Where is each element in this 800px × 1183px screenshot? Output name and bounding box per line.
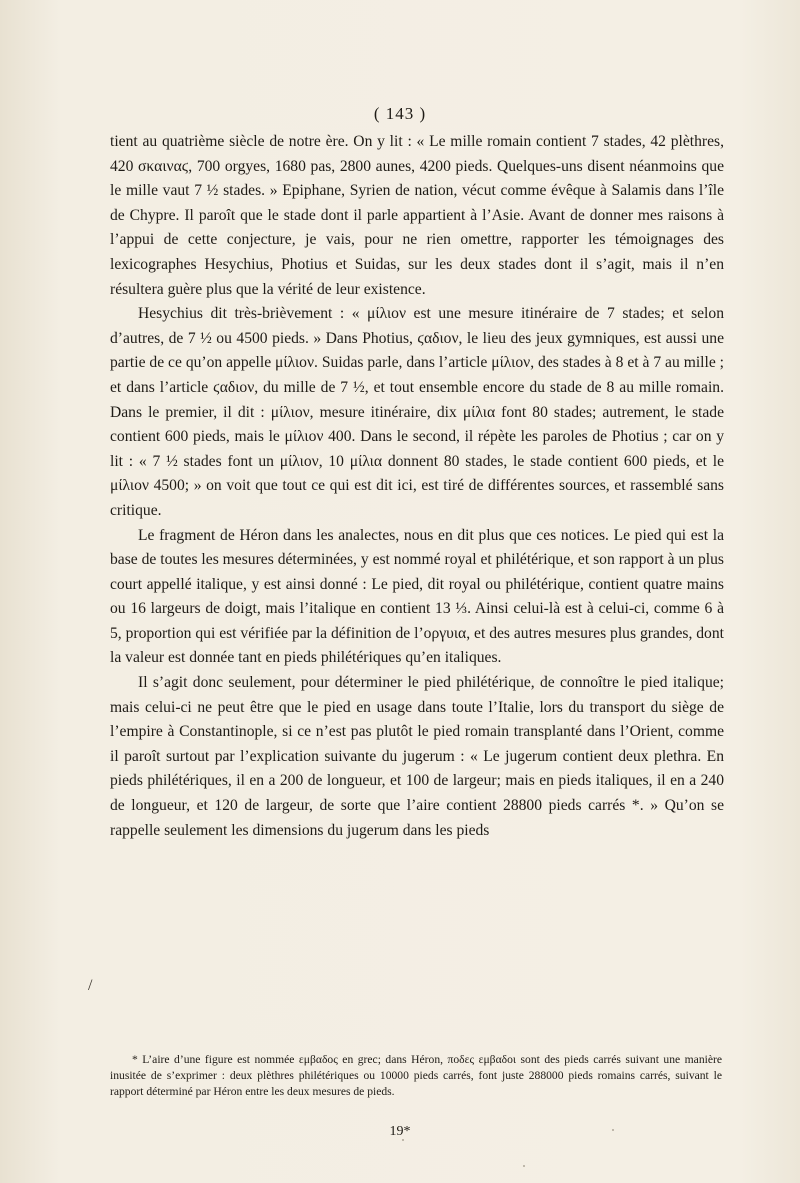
margin-mark: / (88, 977, 93, 994)
paper-speck (402, 1139, 404, 1141)
footnote: * L’aire d’une figure est nommée εμβαδος en grec; dans Héron, ποδες εμβαδοι sont des pieds carrés suivant une manière inusitée de s’exprimer : deux plèthres philétériques ou 10000 pieds carrés, font juste 288000 pieds romains carrés, suivant le rapport déterminé par Héron entre les deux mesures de pieds. (110, 1053, 722, 1098)
paragraph: Le fragment de Héron dans les analectes, nous en dit plus que ces notices. Le pied qui est la base de toutes les mesures déterminées, y est nommé royal et philétérique, et son rapport à un plus court appellé italique, y est ainsi donné : Le pied, dit royal ou philétérique, contient quatre mains ou 16 largeurs de doigt, mais l’italique en contient 13 ⅓. Ainsi celui-là est à celui-ci, comme 6 à 5, proportion qui est vérifiée par la définition de l’οργυια, et des autres mesures plus grandes, dont la valeur est donnée tant en pieds philétériques qu’en italiques. (110, 526, 724, 667)
paragraph: Il s’agit donc seulement, pour déterminer le pied philétérique, de connoître le pied italique; mais celui-ci ne peut être que le pied en usage dans toute l’Italie, lors du transport du siège de l’empire à Constantinople, si ce n’est pas plutôt le pied romain transplanté dans l’Orient, comme il paroît surtout par l’explication suivante du jugerum : « Le jugerum contient deux plethra. En pieds philétériques, il en a 200 de longueur, et 100 de largeur; mais en pieds italiques, il en a 240 de longueur, et 120 de largeur, de sorte que l’aire contient 28800 pieds carrés *. » Qu’on se rappelle seulement les dimensions du jugerum dans les pieds (110, 674, 724, 839)
paper-speck (612, 1129, 614, 1131)
paragraph: tient au quatrième siècle de notre ère. On y lit : « Le mille romain contient 7 stades, 42 plèthres, 420 σκαιναϛ, 700 orgyes, 1680 pas, 2800 aunes, 4200 pieds. Quelques-uns disent néanmoins que le mille vaut 7 ½ stades. » Epiphane, Syrien de nation, vécut comme évêque à Salamis dans l’île de Chypre. Il paroît que le stade dont il parle appartient à l’Asie. Avant de donner mes raisons à l’appui de cette conjecture, je vais, pour ne rien omettre, rapporter les témoignages des lexicographes Hesychius, Photius et Suidas, sur les deux stades dont il s’agit, mais il n’en résultera guère plus que la vérité de leur existence. (110, 133, 724, 298)
paper-speck (523, 1165, 525, 1167)
signature-mark: 19* (389, 1124, 411, 1139)
page-number: ( 143 ) (373, 104, 427, 123)
main-text (110, 130, 724, 843)
paragraph: Hesychius dit très-brièvement : « μίλιον est une mesure itinéraire de 7 stades; et selon d’autres, de 7 ½ ou 4500 pieds. » Dans Photius, ϛαδιον, le lieu des jeux gymniques, est aussi une partie de ce qu’on appelle μίλιον. Suidas parle, dans l’article μίλιον, des stades à 8 et à 7 au mille ; et dans l’article ϛαδιον, du mille de 7 ½, et tout ensemble encore du stade de 8 au mille romain. Dans le premier, il dit : μίλιον, mesure itinéraire, dix μίλια font 80 stades; autrement, le stade contient 600 pieds, mais le μίλιον 400. Dans le second, il répète les paroles de Photius ; car on y lit : « 7 ½ stades font un μίλιον, 10 μίλια donnent 80 stades, le stade contient 600 pieds, et le μίλιον 4500; » on voit que tout ce qui est dit ici, est tiré de différentes sources, et rassemblé sans critique. (110, 305, 724, 519)
